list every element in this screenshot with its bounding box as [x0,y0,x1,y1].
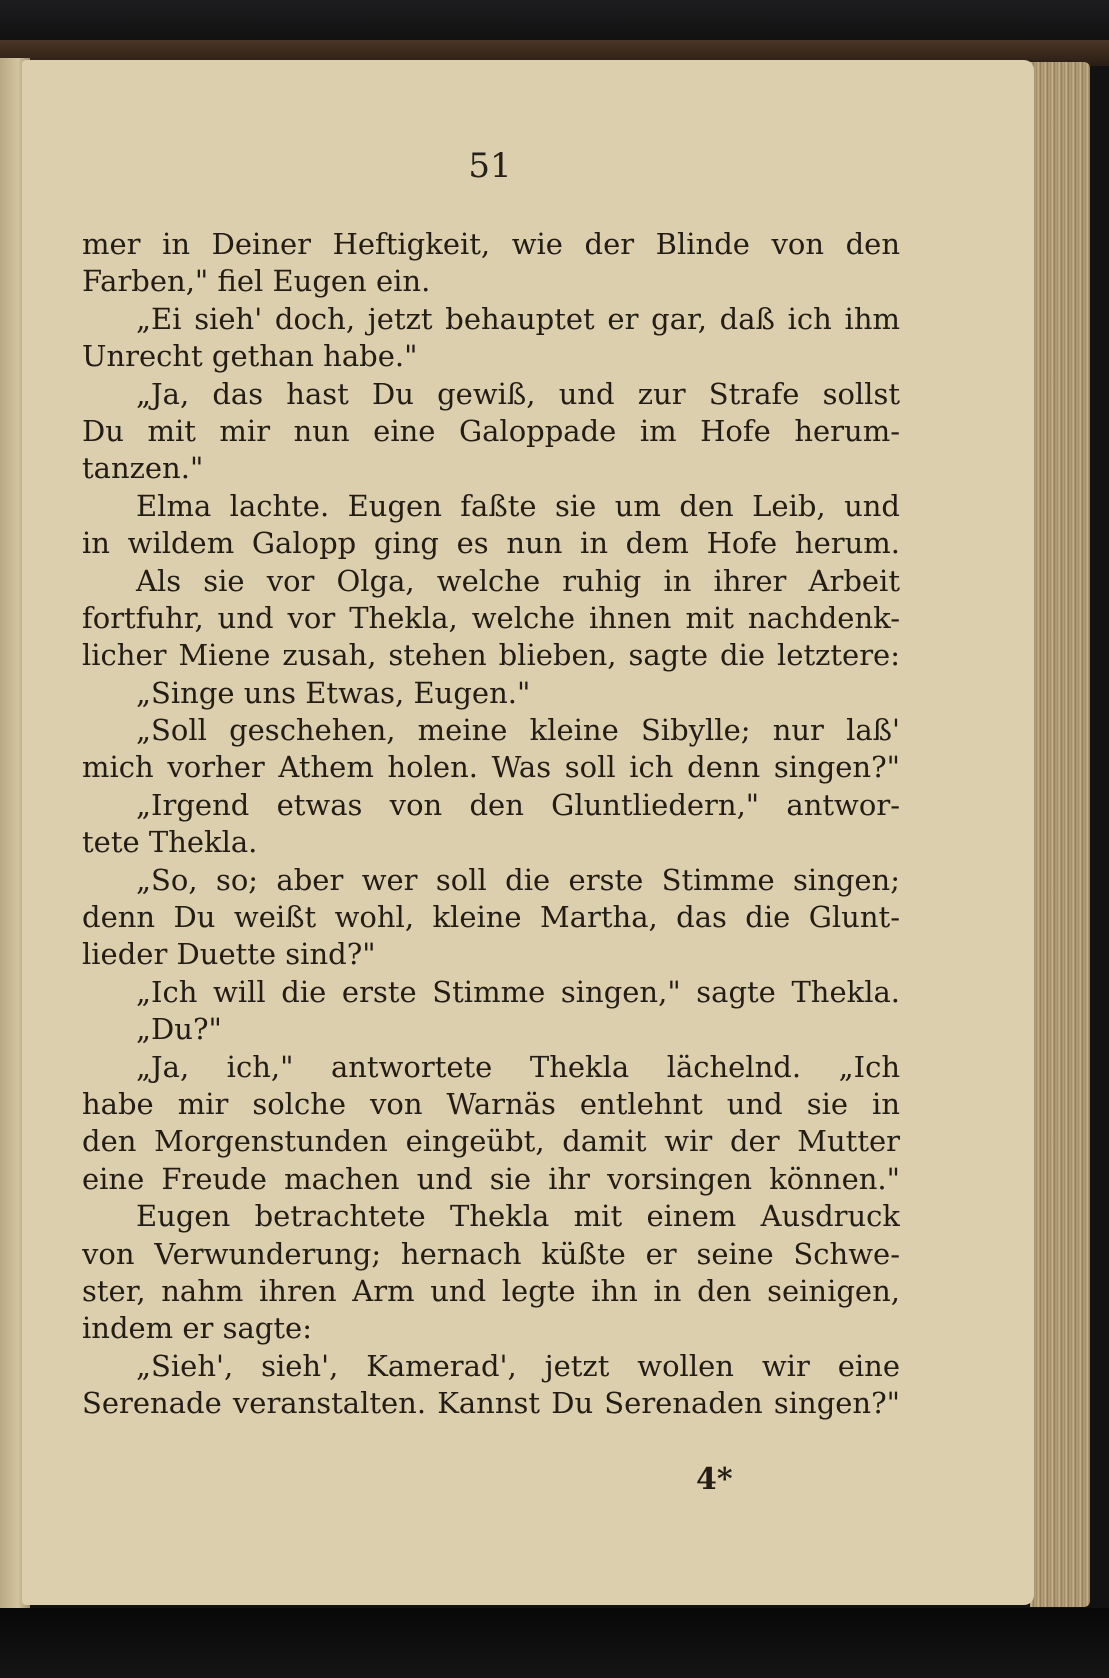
text-line: habe mir solche von Warnäs entlehnt und sie in [82,1086,900,1121]
text-line: Farben," fiel Eugen ein. [82,264,431,299]
text-line: „Soll geschehen, meine kleine Sibylle; nur laß' [136,713,900,748]
text-line: tete Thekla. [82,825,258,860]
text-line: denn Du weißt wohl, kleine Martha, das die Glunt- [82,900,900,935]
text-line: „Ich will die erste Stimme singen," sagte Thekla. [136,974,900,1009]
text-line: von Verwunderung; hernach küßte er seine Schwe- [82,1236,900,1271]
text-line: fortfuhr, und vor Thekla, welche ihnen mit nachdenk- [82,600,900,635]
text-line: eine Freude machen und sie ihr vorsingen können." [82,1161,900,1196]
text-line: licher Miene zusah, stehen blieben, sagte die letztere: [82,638,900,673]
text-line: „Du?" [136,1012,222,1047]
text-line: „Irgend etwas von den Gluntliedern," antwor- [136,787,900,822]
page-number: 51 [468,146,512,186]
text-line: Unrecht gethan habe." [82,339,418,374]
text-line: Eugen betrachtete Thekla mit einem Ausdruck [136,1199,900,1234]
text-line: ster, nahm ihren Arm und legte ihn in den seinigen, [82,1273,900,1308]
text-line: lieder Duette sind?" [82,937,376,972]
text-line: indem er sagte: [82,1311,312,1346]
text-line: „Singe uns Etwas, Eugen." [136,675,531,710]
text-line: Als sie vor Olga, welche ruhig in ihrer Arbeit [136,563,900,598]
text-line: tanzen." [82,451,204,486]
text-line: Elma lachte. Eugen faßte sie um den Leib, und [136,488,900,523]
text-line: „Ja, ich," antwortete Thekla lächelnd. „Ich [136,1049,900,1084]
text-line: Du mit mir nun eine Galoppade im Hofe herum- [82,413,900,448]
page-stack-edges [1030,62,1090,1607]
text-line: „Ja, das hast Du gewiß, und zur Strafe sollst [136,376,900,411]
text-line: mich vorher Athem holen. Was soll ich denn singen?" [82,750,900,785]
text-line: „Sieh', sieh', Kamerad', jetzt wollen wir eine [136,1348,900,1383]
signature-mark: 4* [696,1462,733,1497]
text-line: Serenade veranstalten. Kannst Du Serenaden singen?" [82,1386,900,1421]
body-text [82,226,900,1423]
text-line: „So, so; aber wer soll die erste Stimme singen; [136,862,900,897]
text-line: „Ei sieh' doch, jetzt behauptet er gar, daß ich ihm [136,301,900,336]
text-line: den Morgenstunden eingeübt, damit wir der Mutter [82,1124,900,1159]
text-line: in wildem Galopp ging es nun in dem Hofe herum. [82,526,900,561]
text-line: mer in Deiner Heftigkeit, wie der Blinde von den [82,227,900,261]
bottom-background [0,1608,1109,1678]
